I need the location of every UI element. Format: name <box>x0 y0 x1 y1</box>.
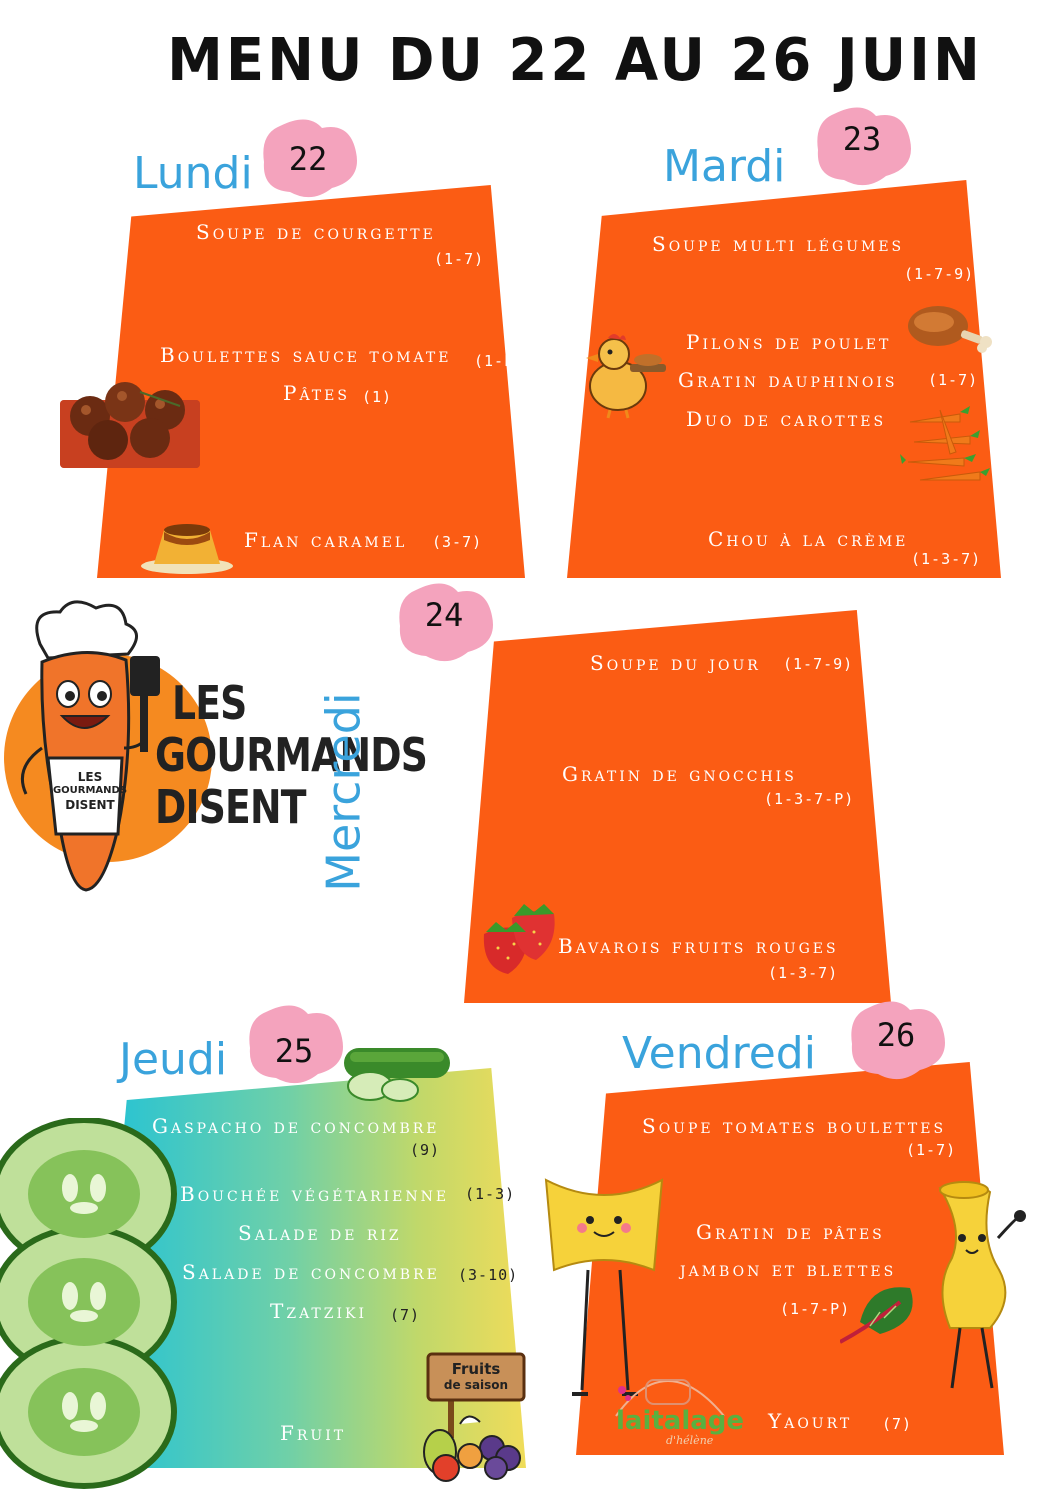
thursday-date-badge <box>246 1004 342 1086</box>
cucumber-image <box>340 1042 454 1104</box>
tuesday-day-label: Mardi <box>663 141 786 192</box>
friday-date-badge <box>848 1000 944 1082</box>
thursday-item-1-allergens: (9) <box>410 1141 441 1159</box>
wednesday-item-2-allergens: (1-3-7-P) <box>764 790 855 808</box>
logo-line-3: DISENT <box>155 780 306 834</box>
monday-item-3-allergens: (1) <box>362 388 393 406</box>
tuesday-item-2: Pilons de poulet <box>686 330 892 354</box>
tuesday-date: 23 <box>842 120 882 158</box>
friday-item-1: Soupe tomates boulettes <box>642 1114 947 1138</box>
wednesday-item-3-allergens: (1-3-7) <box>768 964 839 982</box>
page-title: MENU DU 22 AU 26 JUIN <box>167 26 983 95</box>
chicken-image <box>578 330 670 420</box>
logo-line-2: GOURMANDS <box>155 728 428 782</box>
thursday-item-6: Fruit <box>280 1421 347 1445</box>
friday-item-3-allergens: (1-7-P) <box>780 1300 851 1318</box>
sign-line-1: Fruits <box>451 1360 501 1378</box>
flan-image <box>138 516 236 574</box>
friday-item-3: jambon et blettes <box>680 1257 897 1281</box>
tuesday-item-3: Gratin dauphinois <box>678 368 898 392</box>
apron-line-2: GOURMANDS <box>52 785 128 796</box>
laitalage-logo <box>606 1356 745 1448</box>
friday-item-4-allergens: (7) <box>882 1415 913 1433</box>
monday-item-1-allergens: (1-7) <box>434 250 485 268</box>
strawberries-image <box>478 898 558 976</box>
apron-line-3: DISENT <box>65 798 115 812</box>
friday-item-4: Yaourt <box>768 1409 853 1433</box>
thursday-item-5: Tzatziki <box>270 1299 367 1323</box>
logo-line-1: LES <box>172 676 247 730</box>
tuesday-item-5: Chou à la crème <box>708 527 909 551</box>
monday-item-4-allergens: (3-7) <box>432 533 483 551</box>
wednesday-date-badge <box>396 582 492 664</box>
chard-image <box>840 1282 926 1348</box>
monday-day-label: Lundi <box>133 148 253 199</box>
cucumber-slices-image <box>0 1118 182 1492</box>
thursday-item-5-allergens: (7) <box>390 1306 421 1324</box>
laitalage-name: laitalage <box>616 1406 745 1436</box>
wednesday-item-2: Gratin de gnocchis <box>562 762 797 786</box>
wednesday-item-1: Soupe du jour <box>590 651 761 675</box>
wednesday-item-3: Bavarois fruits rouges <box>558 934 839 958</box>
thursday-item-1: Gaspacho de concombre <box>152 1114 440 1138</box>
monday-date: 22 <box>288 140 328 178</box>
brand-logo <box>0 598 428 898</box>
monday-date-badge <box>260 118 356 200</box>
tuesday-item-1: Soupe multi légumes <box>652 232 905 256</box>
sign-line-2: de saison <box>443 1378 509 1392</box>
tuesday-date-badge <box>814 106 910 188</box>
monday-item-4: Flan caramel <box>244 528 408 552</box>
tuesday-item-4: Duo de carottes <box>686 407 887 431</box>
tuesday-item-1-allergens: (1-7-9) <box>904 265 975 283</box>
wednesday-date: 24 <box>424 596 464 634</box>
seasonal-fruits-image <box>408 1348 532 1482</box>
meatballs-image <box>60 370 200 468</box>
monday-item-1: Soupe de courgette <box>196 220 436 244</box>
thursday-day-label: Jeudi <box>119 1034 228 1085</box>
thursday-item-2: Bouchée végétarienne <box>180 1182 450 1206</box>
friday-item-2: Gratin de pâtes <box>696 1220 885 1244</box>
friday-day-label: Vendredi <box>622 1028 816 1079</box>
macaroni-character-image <box>920 1178 1030 1396</box>
thursday-item-4: Salade de concombre <box>182 1260 440 1284</box>
drumstick-image <box>904 302 994 358</box>
thursday-item-3: Salade de riz <box>238 1221 402 1245</box>
friday-date: 26 <box>876 1016 916 1054</box>
wednesday-day-label: Mercredi <box>316 692 371 892</box>
apron-line-1: LES <box>77 770 103 784</box>
tuesday-item-5-allergens: (1-3-7) <box>911 550 982 568</box>
wednesday-item-1-allergens: (1-7-9) <box>783 655 854 673</box>
monday-item-3: Pâtes <box>283 381 350 405</box>
apron-text <box>50 770 130 812</box>
laitalage-subtitle: d'hélène <box>666 1434 714 1447</box>
thursday-date: 25 <box>274 1032 314 1070</box>
monday-item-2: Boulettes sauce tomate <box>160 343 452 367</box>
carrots-image <box>900 402 992 490</box>
thursday-item-2-allergens: (1-3) <box>465 1185 516 1203</box>
tuesday-item-3-allergens: (1-7) <box>928 371 979 389</box>
monday-item-2-allergens: (1-P) <box>474 352 525 370</box>
thursday-item-4-allergens: (3-10) <box>458 1266 519 1284</box>
friday-item-1-allergens: (1-7) <box>906 1141 957 1159</box>
